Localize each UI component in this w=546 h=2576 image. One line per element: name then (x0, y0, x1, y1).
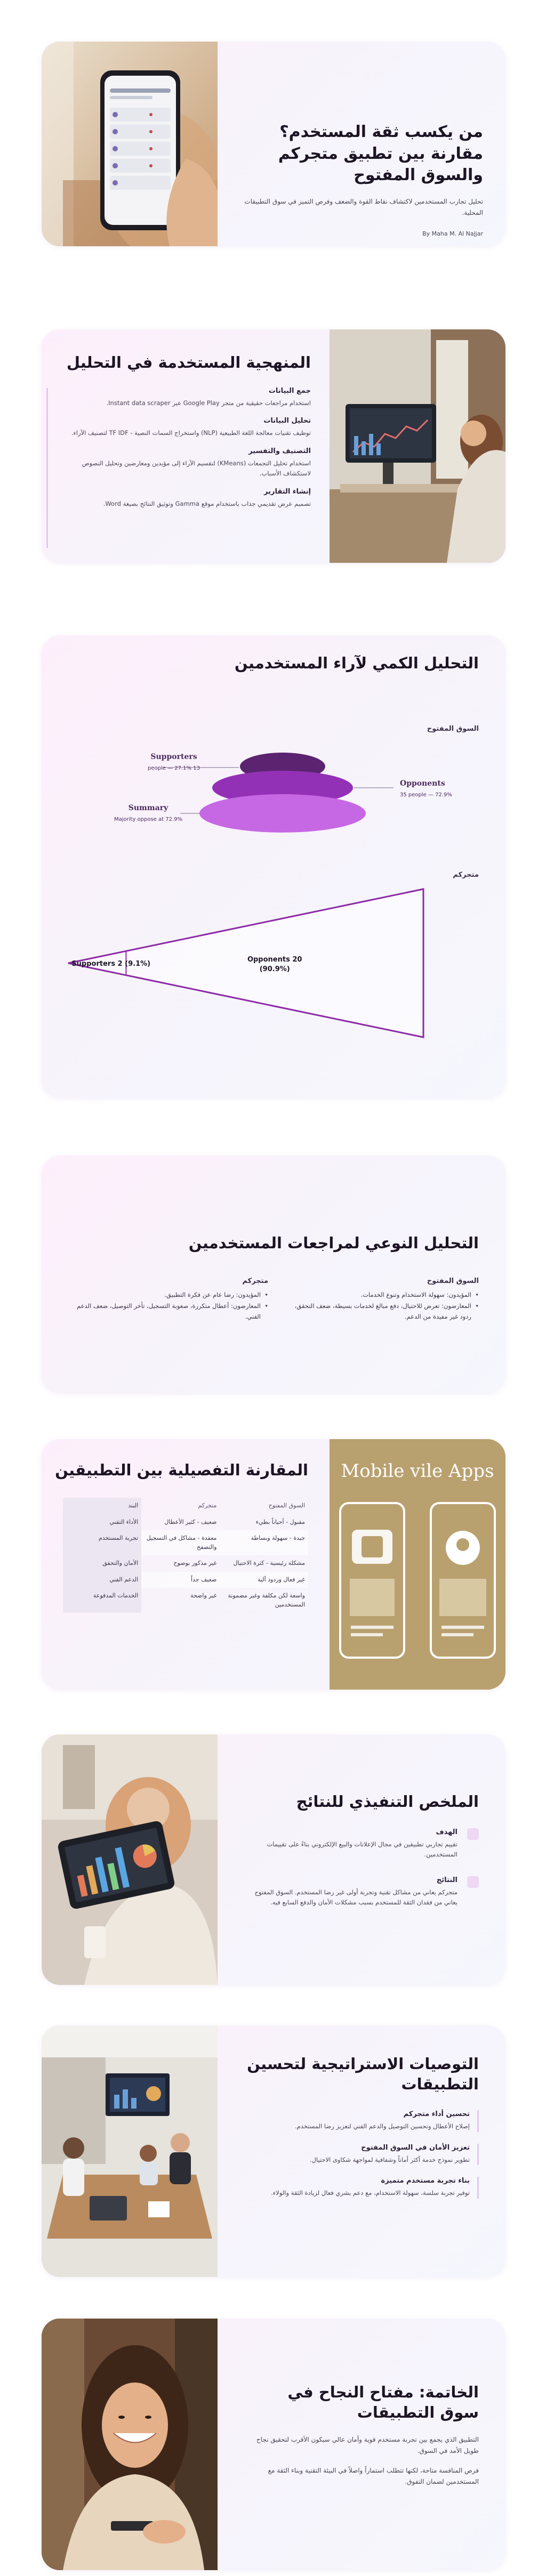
method-title: إنشاء التقارير (264, 487, 311, 496)
slide-summary (42, 1734, 505, 1985)
recommendation-desc: توفير تجربة سلسة، سهولة الاستخدام، مع دعم بشري فعال لزيادة الثقة والولاء. (271, 2189, 470, 2197)
summary-value: Majority oppose at 72.9% (114, 817, 183, 822)
mobile-apps-heading: Mobile vile Apps (341, 1460, 494, 1482)
smiling-woman-photo (42, 2319, 218, 2570)
slide-quantitative (42, 635, 505, 1098)
recommendation-item (244, 2144, 479, 2166)
phone-photo (42, 42, 218, 246)
author-line: By Maha M. Al Najjar (422, 230, 483, 237)
store-chart (42, 881, 505, 1056)
supporters-label: Supporters (150, 753, 197, 761)
table-cell: ضعيف - كثير الأعطال (164, 1518, 217, 1525)
supporters-value: 13 people — 27.1% (148, 765, 200, 771)
header-cell: البند (63, 1498, 141, 1514)
open-market-column (282, 1277, 479, 1322)
goal-icon (467, 1828, 479, 1840)
methodology-title: المنهجية المستخدمة في التحليل (66, 353, 311, 372)
opponents-value: 35 people — 72.9% (400, 792, 452, 798)
summary-title: الملخص التنفيذي للنتائج (296, 1792, 479, 1811)
slide-title (42, 42, 505, 246)
table-cell: غير مذكور بوضوح (173, 1560, 217, 1566)
recommendation-title: تعزيز الأمان في السوق المفتوح (361, 2143, 470, 2152)
method-title: جمع البيانات (268, 386, 311, 395)
method-item-analyze (66, 417, 311, 439)
summary-layer (199, 794, 366, 833)
slide-recommendations (42, 2025, 505, 2277)
results-icon (467, 1876, 479, 1888)
store-opponents-pct: (90.9%) (259, 965, 290, 973)
summary-goal (244, 1828, 479, 1860)
method-item-report (66, 488, 311, 510)
conclusion-paragraph: التطبيق الذي يجمع بين تجربة مستخدم قوية وأمان عالي سيكون الأقرب لتحقيق نجاح طويل الأمد في السوق. (256, 2436, 479, 2455)
table-cell: واسعة لكن مكلفة وغير مضمونة المستخدمين (228, 1592, 305, 1608)
header-cell: السوق المفتوح (268, 1502, 305, 1509)
summary-item-title: النتائج (436, 1876, 457, 1884)
store-supporters-label: Supporters 2 (9.1%) (71, 960, 151, 968)
open-market-chart (42, 737, 505, 859)
method-title: تحليل البيانات (263, 417, 311, 425)
analyst-photo (330, 329, 505, 563)
summary-item-desc: متجركم يعاني من مشاكل تقنية وتجربة أولى غير رضا المستخدم. السوق المفتوح يعاني من فقدان الثقة للمستخدم بسبب مشكلات الأمان والدفع السابع فيه. (254, 1888, 457, 1907)
open-bullet: • المؤيدون: سهولة الاستخدام وتنوع الخدمات. (282, 1289, 479, 1301)
open-market-label: السوق المفتوح (427, 725, 479, 733)
slide-conclusion (42, 2319, 505, 2570)
method-item-classify (66, 447, 311, 479)
qual-title: التحليل النوعي لمراجعات المستخدمين (188, 1234, 479, 1252)
recommendation-item (244, 2177, 479, 2199)
table-cell: الخدمات المدفوعة (63, 1588, 141, 1613)
store-label: متجركم (453, 871, 479, 879)
mobile-apps-image (330, 1439, 505, 1690)
table-cell: جيدة - سهولة وبساطة (220, 1530, 308, 1555)
quant-title: التحليل الكمي لآراء المستخدمين (234, 654, 479, 672)
method-item-collect (66, 387, 311, 409)
recommendation-item (244, 2110, 479, 2132)
table-cell: ضعيف جداً (141, 1572, 220, 1588)
table-cell: مشكلة رئيسية - كثرة الاحتيال (233, 1560, 305, 1566)
header-cell: متجركم (198, 1502, 217, 1509)
table-cell: الأمان والتحقق (63, 1555, 141, 1572)
conclusion-title: الخاتمة: مفتاح النجاح في سوق التطبيقات (287, 2383, 479, 2421)
store-opponents-label: Opponents 20 (247, 956, 302, 964)
table-cell: معقدة - مشاكل في التسجيل والتصفح (141, 1530, 220, 1555)
recommendations-title: التوصيات الاستراتيجية لتحسين التطبيقات (247, 2055, 479, 2093)
table-row (63, 1514, 308, 1531)
store-bullet: • المؤيدون: رضا عام عن فكرة التطبيق. (71, 1289, 268, 1301)
table-cell: غير فعال وردود آلية (220, 1572, 308, 1588)
tablet-photo (42, 1734, 218, 1985)
table-row (63, 1572, 308, 1588)
table-row (63, 1530, 308, 1555)
open-bullet: • المعارضون: تعرض للاحتيال، دفع مبالغ لخدمات بسيطة، ضعف التحقق، ردود غير مفيدة من الدعم. (282, 1301, 479, 1322)
table-cell: تجربة المستخدم (63, 1530, 141, 1555)
summary-results (244, 1876, 479, 1908)
table-cell: الأداء التقني (63, 1514, 141, 1531)
slide-comparison (42, 1439, 505, 1690)
table-cell: مقبول - أحياناً بطيء (255, 1518, 305, 1525)
meeting-photo (42, 2025, 218, 2277)
table-header (63, 1498, 308, 1514)
table-row (63, 1588, 308, 1613)
page-title: من يكسب ثقة المستخدم؟ مقارنة بين تطبيق متجركم والسوق المفتوح (278, 123, 483, 184)
summary-label: Summary (128, 804, 168, 812)
opponents-label: Opponents (400, 779, 445, 788)
conclusion-paragraph: فرص المنافسة متاحة، لكنها تتطلب استماراً واصلاً في البيئة التقنية وبناء الثقة مع المستخدمين لضمان التفوق. (268, 2467, 479, 2486)
summary-item-title: الهدف (436, 1828, 457, 1836)
table-cell: غير واضحة (190, 1592, 217, 1599)
store-bullet: • المعارضون: أعطال متكررة، صعوبة التسجيل، تأخر التوصيل، ضعف الدعم الفني. (71, 1301, 268, 1322)
comparison-title: المقارنة التفصيلية بين التطبيقين (55, 1461, 308, 1479)
recommendation-desc: تطوير نموذج خدمة أكثر أماناً وشفافية لمواجهة شكاوى الاحتيال. (309, 2155, 470, 2163)
comparison-table (63, 1498, 308, 1613)
summary-item-desc: تقييم تجاربي تطبيقين في مجال الإعلانات والبيع الإلكتروني بناءً على تقييمات المستخدمين. (267, 1840, 457, 1859)
method-desc: تصميم عرض تقديمي جذاب باستخدام موقع Gamma وتوثيق النتائج بصيغة Word. (103, 499, 311, 507)
table-row (63, 1555, 308, 1572)
slide-methodology (42, 329, 505, 563)
timeline-line (46, 388, 48, 548)
table-cell: الدعم الفني (63, 1572, 141, 1588)
slide-qualitative (42, 1156, 505, 1393)
store-column (71, 1277, 268, 1322)
store-heading: متجركم (242, 1277, 268, 1285)
intro-text: تحليل تجارب المستخدمين لاكتشاف نقاط القوة والضعف وفرص التميز في سوق التطبيقات المحلية. (244, 197, 483, 216)
recommendation-title: تحسين أداء متجركم (403, 2110, 470, 2119)
recommendation-title: بناء تجربة مستخدم متميزة (381, 2177, 470, 2185)
method-title: التصنيف والتفسير (248, 447, 311, 455)
open-market-heading: السوق المفتوح (427, 1277, 479, 1285)
recommendation-desc: إصلاح الأعطال وتحسين التوصيل والدعم الفني لتعزيز رضا المستخدم. (294, 2122, 470, 2130)
method-desc: توظيف تقنيات معالجة اللغة الطبيعية (NLP) واستخراج السمات النصية - TF IDF لتصنيف الآراء. (71, 429, 311, 437)
method-desc: استخدام تحليل التجمعات (KMeans) لتقسيم الآراء إلى مؤيدين ومعارضين وتحليل النصوص لاستكشاف الأسباب. (82, 459, 311, 478)
method-desc: استخدام مراجعات حقيقية من متجر Google Play عبر Instant data scraper. (106, 399, 311, 407)
